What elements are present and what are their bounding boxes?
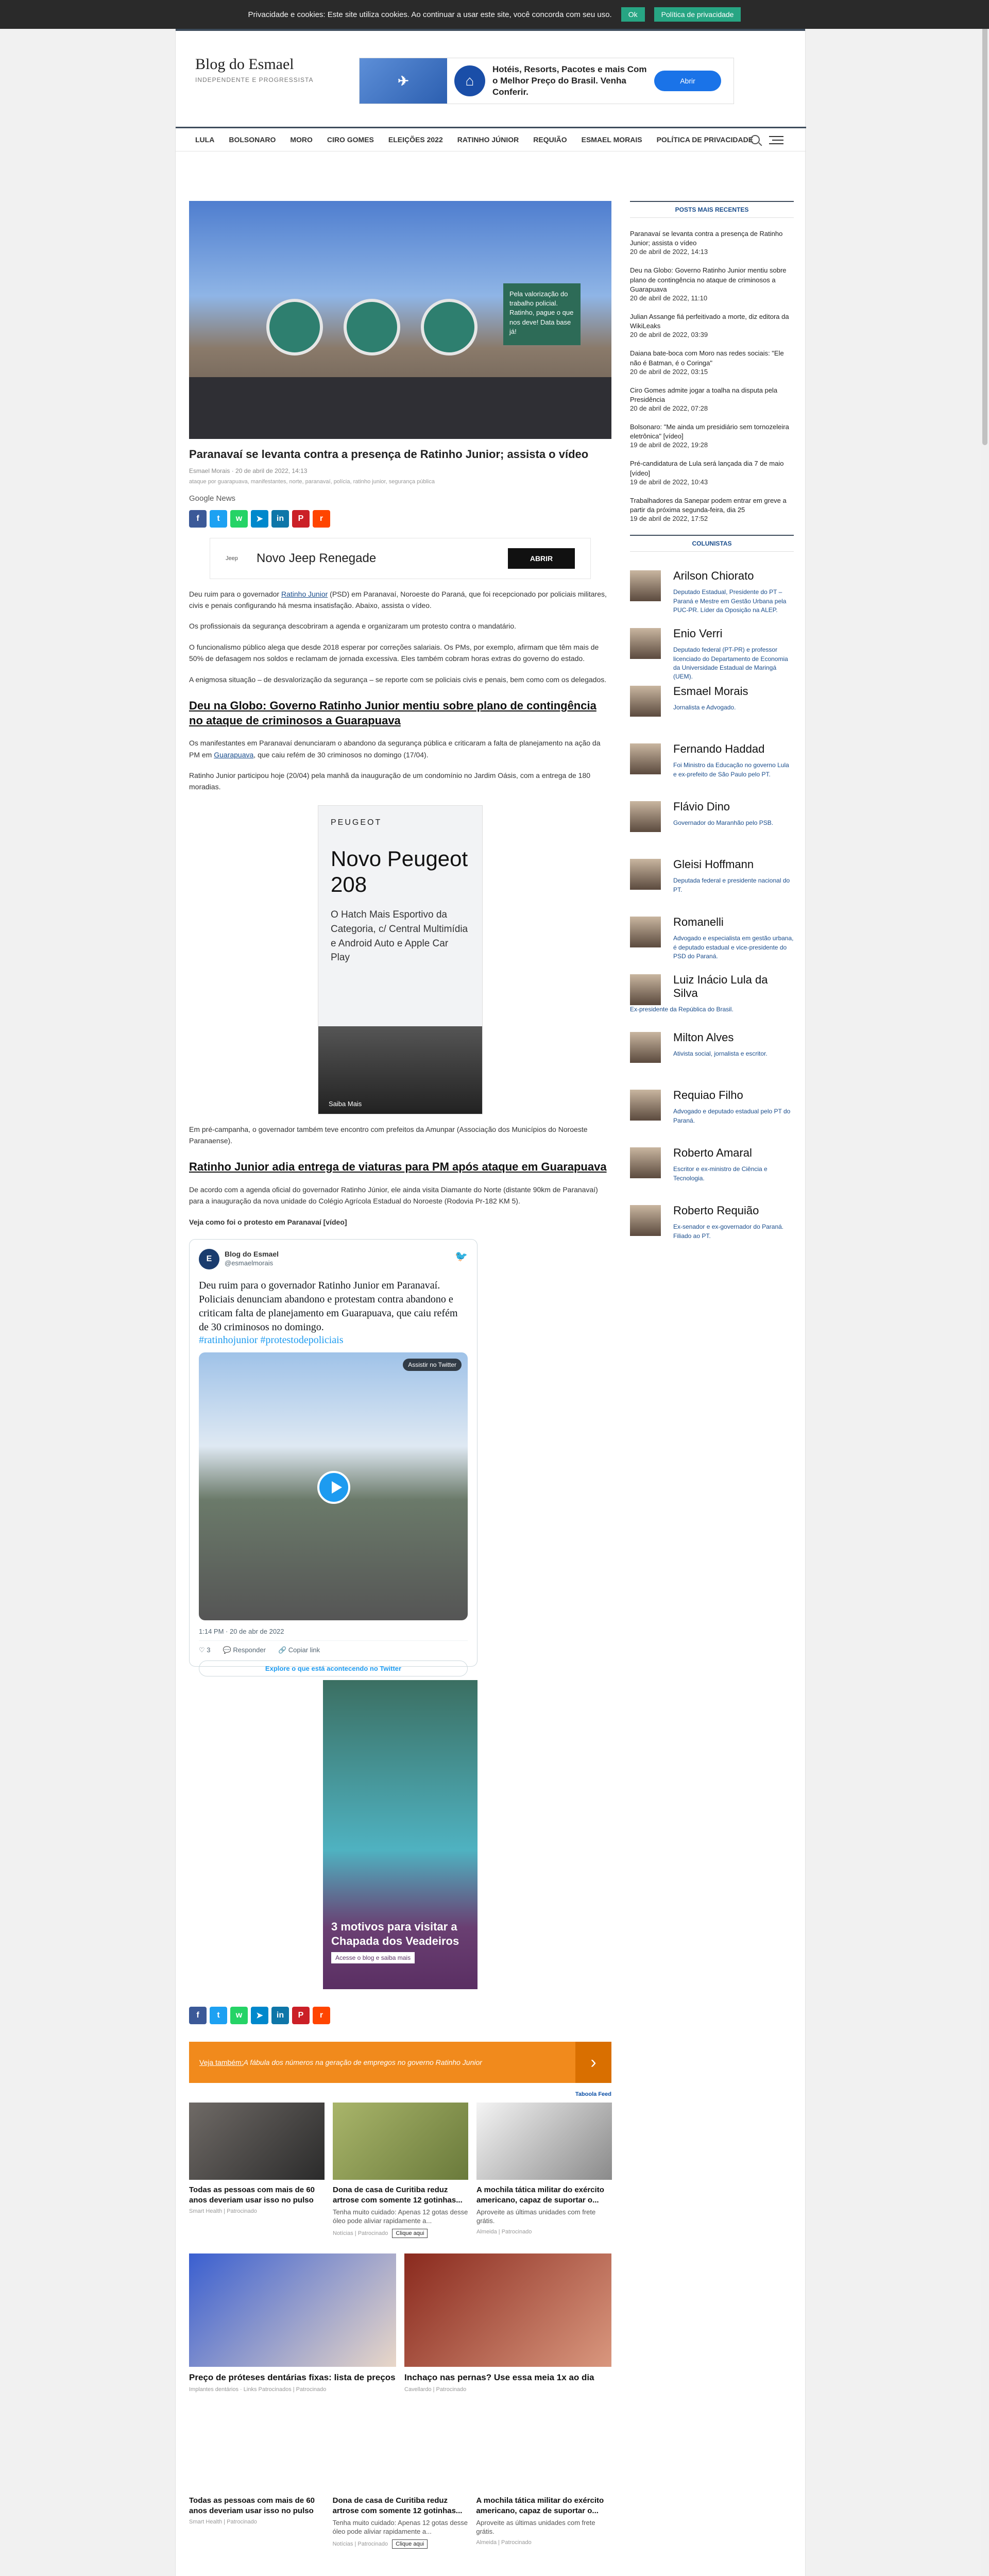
tweet-handle[interactable]: @esmaelmorais [225,1259,274,1267]
see-also-box[interactable] [189,2042,611,2083]
reply-label: Responder [233,1646,266,1654]
tweet-actions [199,1646,468,1654]
peugeot-ad-cta[interactable]: Saiba Mais [329,1099,362,1108]
jeep-ad-title: Novo Jeep Renegade [257,551,377,565]
chevron-right-icon[interactable]: › [575,2042,611,2083]
columnist-name[interactable]: Romanelli [673,916,724,929]
columnist[interactable] [630,740,794,798]
paragraph: Em pré-campanha, o governador também teve encontro com prefeitos da Amunpar (Associação dos Municípios do Noroeste Paranaense). [189,1125,588,1145]
nav-item-moro[interactable]: MORO [290,135,313,144]
text: , que caiu refém de 30 criminosos no domingo (17/04). [253,750,429,759]
tweet-time[interactable]: 1:14 PM · 20 de abr de 2022 [199,1628,468,1641]
post-hero-image [189,201,611,439]
linkedin-share-icon[interactable]: in [271,510,289,528]
columnist[interactable] [630,625,794,683]
columnist[interactable] [630,1029,794,1087]
card-source-text: Notícias | Patrocinado [332,2540,388,2547]
site-title[interactable]: Blog do Esmael [195,56,294,73]
recent-post-date: 19 de abril de 2022, 19:28 [630,441,708,449]
see-also-label: Veja também: [199,2058,244,2067]
scrollbar-thumb[interactable] [982,2,987,445]
watch-on-twitter[interactable]: Assistir no Twitter [403,1359,462,1371]
post-meta: Esmael Morais · 20 de abril de 2022, 14:13 [189,467,308,474]
columnist[interactable] [630,567,794,625]
paragraph [189,588,611,612]
columnist-name[interactable]: Requiao Filho [673,1089,743,1102]
menu-icon[interactable] [769,136,783,144]
card-button[interactable]: Clique aqui [392,2229,428,2238]
text: (PSD) em Paranavaí, Noroeste do Paraná, que foi recepcionado por policiais militares, civis e penais configurando há mesma insatisfação. Abaixo, assista o vídeo. [189,589,607,609]
recent-post[interactable] [630,496,794,522]
paragraph: Os profissionais da segurança descobriram a agenda e organizaram um protesto contra o mandatário. [189,622,517,631]
columnist-bio: Advogado e deputado estadual pelo PT do Paraná. [673,1108,791,1124]
like-count: 3 [207,1646,211,1654]
share-buttons [189,510,611,528]
tweet-copy-link[interactable]: 🔗 Copiar link [278,1646,320,1654]
peugeot-logo: PEUGEOT [331,818,382,827]
recommendations-row [189,2490,611,2549]
card-source-text: Notícias | Patrocinado [333,2230,388,2237]
pinterest-share-icon[interactable]: P [292,2007,310,2024]
jeep-ad-brand: Jeep [226,555,238,562]
facebook-share-icon[interactable]: f [189,2007,207,2024]
columnist[interactable] [630,971,794,1029]
cookie-ok-button[interactable]: Ok [621,7,645,22]
columnist-bio: Jornalista e Advogado. [673,704,736,711]
facebook-share-icon[interactable]: f [189,510,207,528]
columnist[interactable] [630,856,794,913]
columnist-photo[interactable] [630,859,661,890]
recent-post[interactable] [630,459,794,485]
columnist-name[interactable]: Luiz Inácio Lula da Silva [673,973,768,1000]
columnist-name[interactable]: Milton Alves [673,1031,734,1044]
recommendation-card[interactable] [333,2490,468,2549]
tweet-reply[interactable]: 💬 Responder [223,1646,266,1654]
header-ad-image: ✈ [360,58,447,104]
columnists-list [630,567,794,1260]
columnist-bio: Governador do Maranhão pelo PSB. [673,819,774,827]
sidebar [630,201,794,1260]
recent-post[interactable] [630,422,794,449]
columnist-name[interactable]: Flávio Dino [673,800,730,814]
card-title: Todas as pessoas com mais de 60 anos deveriam usar isso no pulso [189,2185,315,2205]
card-image [404,2253,611,2367]
search-icon[interactable] [751,135,760,144]
recent-post-date: 20 de abril de 2022, 03:39 [630,331,708,339]
peugeot-ad-title: Novo Peugeot 208 [331,846,468,897]
recent-post[interactable] [630,266,794,302]
nav-item-privacidade[interactable]: POLÍTICA DE PRIVACIDADE [656,135,754,144]
columnist-photo[interactable] [630,917,661,947]
card-source [333,2229,468,2238]
linkedin-share-icon[interactable]: in [271,2007,289,2024]
travel-ad[interactable] [323,1680,478,1989]
recent-post-date: 20 de abril de 2022, 14:13 [630,248,708,256]
paragraph: O funcionalismo público alega que desde 2018 esperar por correções salariais. Os PMs, por exemplo, afirmam que têm mais de 50% de defasagem nos soldos e reclamam de jornada excessiva. Eles também cobram horas extras do governo do estado. [189,642,599,663]
recent-posts-list [630,229,794,522]
recent-post-title[interactable]: Deu na Globo: Governo Ratinho Junior mentiu sobre plano de contingência no ataque de criminosos a Guarapuava [630,266,787,293]
nav-item-requiao[interactable]: REQUIÃO [533,135,567,144]
columnist-photo[interactable] [630,686,661,717]
card-desc: Aproveite as últimas unidades com frete grátis. [476,2519,595,2535]
whatsapp-share-icon[interactable]: w [230,2007,248,2024]
play-icon[interactable] [317,1471,350,1504]
recommendations-row [189,2253,611,2393]
columnist-bio: Escritor e ex-ministro de Ciência e Tecnologia. [673,1165,768,1182]
card-title: A mochila tática militar do exército americano, capaz de suportar o... [476,2185,604,2205]
recent-post-title[interactable]: Pré-candidatura de Lula será lançada dia 7 de maio [vídeo] [630,460,784,477]
recommendation-card[interactable] [189,2490,325,2549]
columnist-name[interactable]: Enio Verri [673,627,723,640]
recent-post-date: 19 de abril de 2022, 10:43 [630,478,708,486]
tweet-text: Deu ruim para o governador Ratinho Junior em Paranavaí. Policiais denunciam abandono e protestam contra abandono e criticam falta de planejamento em Guarapuava, que caiu refém de 30 criminosos no domingo. [199,1280,458,1333]
card-title: Todas as pessoas com mais de 60 anos deveriam usar isso no pulso [189,2496,315,2515]
columnist-photo[interactable] [630,570,661,601]
twitter-share-icon[interactable]: t [210,2007,227,2024]
tweet-hashtags[interactable]: #ratinhojunior #protestodepoliciais [199,1334,344,1346]
recommendation-card[interactable] [189,2103,325,2238]
paragraph: A enigmosa situação – de desvalorização da segurança – se reporte com se policiais civis e penais, bem como com os delegados. [189,675,607,684]
recent-post[interactable] [630,229,794,256]
reddit-share-icon[interactable]: r [313,2007,330,2024]
columnist[interactable] [630,683,794,740]
columnist-photo[interactable] [630,1147,661,1178]
recent-post-date: 20 de abril de 2022, 03:15 [630,367,708,376]
card-source [333,2539,468,2549]
recent-post[interactable] [630,349,794,375]
columnist-name[interactable]: Gleisi Hoffmann [673,858,754,871]
columnist[interactable] [630,913,794,971]
reddit-share-icon[interactable]: r [313,510,330,528]
columnist[interactable] [630,1144,794,1202]
protest-banner-logo [421,299,478,355]
card-button[interactable]: Clique aqui [392,2539,428,2549]
columnist-photo[interactable] [630,628,661,659]
columnists-heading: COLUNISTAS [630,535,794,552]
cookie-policy-button[interactable]: Política de privacidade [654,7,741,22]
card-source: Almeida | Patrocinado [476,2229,532,2235]
card-title: Dona de casa de Curitiba reduz artrose com somente 12 gotinhas... [333,2185,463,2205]
jeep-ad-button[interactable]: ABRIR [508,548,575,569]
card-desc: Aproveite as últimas unidades com frete grátis. [476,2208,596,2225]
columnist-bio: Advogado e especialista em gestão urbana, é deputado estadual e vice-presidente do PSD do Paraná. [673,935,794,960]
columnist-photo[interactable] [630,1090,661,1121]
card-image [333,2103,468,2180]
related-link-heading[interactable]: Ratinho Junior adia entrega de viaturas para PM após ataque em Guarapuava [189,1160,607,1174]
nav-item-esmael[interactable]: ESMAEL MORAIS [581,135,642,144]
post-title: Paranavaí se levanta contra a presença de Ratinho Junior; assista o vídeo [189,448,589,461]
card-source: Implantes dentários · Links Patrocinados | Patrocinado [189,2386,327,2393]
recent-post[interactable] [630,386,794,412]
recommendation-card[interactable] [404,2253,611,2393]
nav-item-ciro-gomes[interactable]: CIRO GOMES [327,135,374,144]
whatsapp-share-icon[interactable]: w [230,510,248,528]
columnist-photo[interactable] [630,743,661,774]
columnist-name[interactable]: Fernando Haddad [673,742,765,756]
telegram-share-icon[interactable]: ➤ [251,510,268,528]
recent-post[interactable] [630,312,794,338]
recent-post-date: 19 de abril de 2022, 17:52 [630,515,708,523]
nav-item-eleicoes[interactable]: ELEIÇÕES 2022 [388,135,443,144]
twitter-bird-icon[interactable]: 🐦 [455,1251,468,1263]
text: Os manifestantes em Paranavaí denunciaram o abandono da segurança pública e criticaram a falta de planejamento na ação da PM em [189,739,601,759]
recent-post-date: 20 de abril de 2022, 07:28 [630,404,708,413]
hotel-logo-icon: ⌂ [454,65,485,96]
columnist-photo[interactable] [630,974,661,1005]
card-title: Dona de casa de Curitiba reduz artrose com somente 12 gotinhas... [332,2496,463,2515]
protest-sign: Pela valorização do trabalho policial. Ratinho, pague o que nos deve! Data base já! [503,283,581,345]
text: Deu ruim para o governador [189,589,281,598]
nav-item-ratinho[interactable]: RATINHO JÚNIOR [457,135,519,144]
tweet-video[interactable] [199,1352,468,1620]
copy-label: Copiar link [288,1646,320,1654]
recent-post-title[interactable]: Julian Assange fiá perfeitivado a morte, diz editora da WikiLeaks [630,312,789,330]
nav-item-bolsonaro[interactable]: BOLSONARO [229,135,276,144]
tweet-like[interactable]: ♡ 3 [199,1646,211,1654]
card-source: Almeida | Patrocinado [476,2539,532,2546]
related-link-heading[interactable]: Deu na Globo: Governo Ratinho Junior mentiu sobre plano de contingência no ataque de criminosos a Guarapuava [189,699,596,727]
card-source: Cavellardo | Patrocinado [404,2386,467,2393]
recent-posts-heading: POSTS MAIS RECENTES [630,201,794,218]
protest-crowd [189,377,611,439]
embedded-tweet[interactable] [189,1239,478,1673]
taboola-label[interactable]: Taboola Feed [575,2091,611,2098]
top-accent-line [176,29,805,31]
header-ad-text: Hotéis, Resorts, Pacotes e mais Com o Melhor Preço do Brasil. Venha Conferir. [492,64,647,97]
columnist[interactable] [630,1202,794,1260]
page-container [175,29,806,2576]
columnist[interactable] [630,1087,794,1144]
columnist-photo[interactable] [630,801,661,832]
tweet-author[interactable]: Blog do Esmael [225,1250,279,1259]
columnist-bio: Deputada federal e presidente nacional do PT. [673,877,790,893]
columnist-photo[interactable] [630,1205,661,1236]
recommendations-row [189,2103,611,2238]
peugeot-ad[interactable] [318,805,483,1114]
header-ad[interactable] [359,58,734,104]
main-nav [176,127,806,151]
columnist-photo[interactable] [630,1032,661,1063]
google-news-link[interactable]: Google News [189,494,236,503]
card-source: Smart Health | Patrocinado [189,2208,257,2215]
columnist[interactable] [630,798,794,856]
card-image [189,2103,325,2180]
columnist-name[interactable]: Roberto Amaral [673,1146,752,1160]
columnist-bio: Ex-presidente da República do Brasil. [630,1006,734,1013]
columnist-name[interactable]: Roberto Requião [673,1204,759,1217]
site-tagline: INDEPENDENTE E PROGRESSISTA [195,76,314,83]
recent-post-title[interactable]: Bolsonaro: "Me ainda um presidiário sem tornozeleira eletrônica" [vídeo] [630,423,789,440]
recent-post-date: 20 de abril de 2022, 11:10 [630,294,708,302]
card-image [476,2103,612,2180]
pinterest-share-icon[interactable]: P [292,510,310,528]
columnist-bio: Ex-senador e ex-governador do Paraná. Filiado ao PT. [673,1223,784,1240]
recent-post-title[interactable]: Daiana bate-boca com Moro nas redes sociais: "Ele não é Batman, é o Coringa" [630,349,784,367]
travel-ad-cta[interactable]: Acesse o blog e saiba mais [331,1952,415,1963]
card-title: Preço de próteses dentárias fixas: lista de preços [189,2372,396,2383]
recommendation-card[interactable] [476,2490,611,2549]
nav-item-lula[interactable]: LULA [195,135,215,144]
recommendation-card[interactable] [476,2103,612,2238]
jeep-ad[interactable] [210,538,591,579]
link-guarapuava[interactable]: Guarapuava [214,750,254,759]
recommendation-card[interactable] [333,2103,468,2238]
recent-post-title[interactable]: Paranavaí se levanta contra a presença de Ratinho Junior; assista o vídeo [630,230,783,247]
protest-banner-logo [344,299,400,355]
card-title: A mochila tática militar do exército americano, capaz de suportar o... [476,2496,604,2515]
header-ad-button[interactable]: Abrir [654,71,721,91]
peugeot-ad-desc: O Hatch Mais Esportivo da Categoria, c/ Central Multimídia e Android Auto e Apple Car Play [331,909,468,963]
share-buttons-bottom [189,2007,611,2024]
columnist-bio: Foi Ministro da Educação no governo Lula e ex-prefeito de São Paulo pelo PT. [673,761,789,778]
scrollbar[interactable] [981,0,989,2576]
paragraph: Veja como foi o protesto em Paranavaí [vídeo] [189,1217,347,1226]
card-source: Smart Health | Patrocinado [189,2519,257,2526]
columnist-bio: Deputado federal (PT-PR) e professor licenciado do Departamento de Economia da Universidade Estadual de Maringá (UEM). [673,646,788,681]
recent-post-title[interactable]: Ciro Gomes admite jogar a toalha na disputa pela Presidência [630,386,778,403]
recent-post-title[interactable]: Trabalhadores da Sanepar podem entrar em greve a partir da próxima segunda-feira, dia 25 [630,496,787,514]
card-desc: Tenha muito cuidado: Apenas 12 gotas desse óleo pode aliviar rapidamente a... [332,2519,468,2535]
card-desc: Tenha muito cuidado: Apenas 12 gotas desse óleo pode aliviar rapidamente a... [333,2208,468,2225]
tweet-explore-button[interactable]: Explore o que está acontecendo no Twitter [199,1660,468,1676]
columnist-bio: Ativista social, jornalista e escritor. [673,1050,768,1058]
recommendation-card[interactable] [189,2253,396,2393]
paragraph: De acordo com a agenda oficial do governador Ratinho Júnior, ele ainda visita Diamante do Norte (distante 90km de Paranavaí) para a inauguração da nova unidade do Colégio Agrícola Estadual do Noroeste (Rodovia Pr-182 KM 5). [189,1185,598,1206]
columnist-name[interactable]: Arilson Chiorato [673,569,754,583]
columnist-name[interactable]: Esmael Morais [673,685,748,698]
travel-ad-title: 3 motivos para visitar a Chapada dos Veadeiros [331,1920,459,1947]
post-tags: ataque por guarapuava, manifestantes, norte, paranavaí, polícia, ratinho junior, segurança pública [189,478,435,485]
tweet-avatar[interactable]: E [199,1249,219,1269]
main-content [189,201,611,2549]
card-title: Inchaço nas pernas? Use essa meia 1x ao dia [404,2372,594,2383]
cookie-text: Privacidade e cookies: Este site utiliza cookies. Ao continuar a usar este site, você concorda com seu uso. [248,10,612,19]
link-ratinho[interactable]: Ratinho Junior [281,589,328,598]
paragraph: Ratinho Junior participou hoje (20/04) pela manhã da inauguração de um condomínio no Jardim Oásis, com a entrega de 180 moradias. [189,771,591,791]
cookie-bar [0,0,989,29]
telegram-share-icon[interactable]: ➤ [251,2007,268,2024]
twitter-share-icon[interactable]: t [210,510,227,528]
columnist-bio: Deputado Estadual, Presidente do PT – Paraná e Mestre em Gestão Urbana pela PUC-PR. Líder da Oposição na ALEP. [673,588,787,614]
see-also-text: A fábula dos números na geração de empregos no governo Ratinho Junior [243,2058,482,2067]
card-image [189,2253,396,2367]
protest-banner-logo [266,299,323,355]
paragraph [189,737,611,760]
